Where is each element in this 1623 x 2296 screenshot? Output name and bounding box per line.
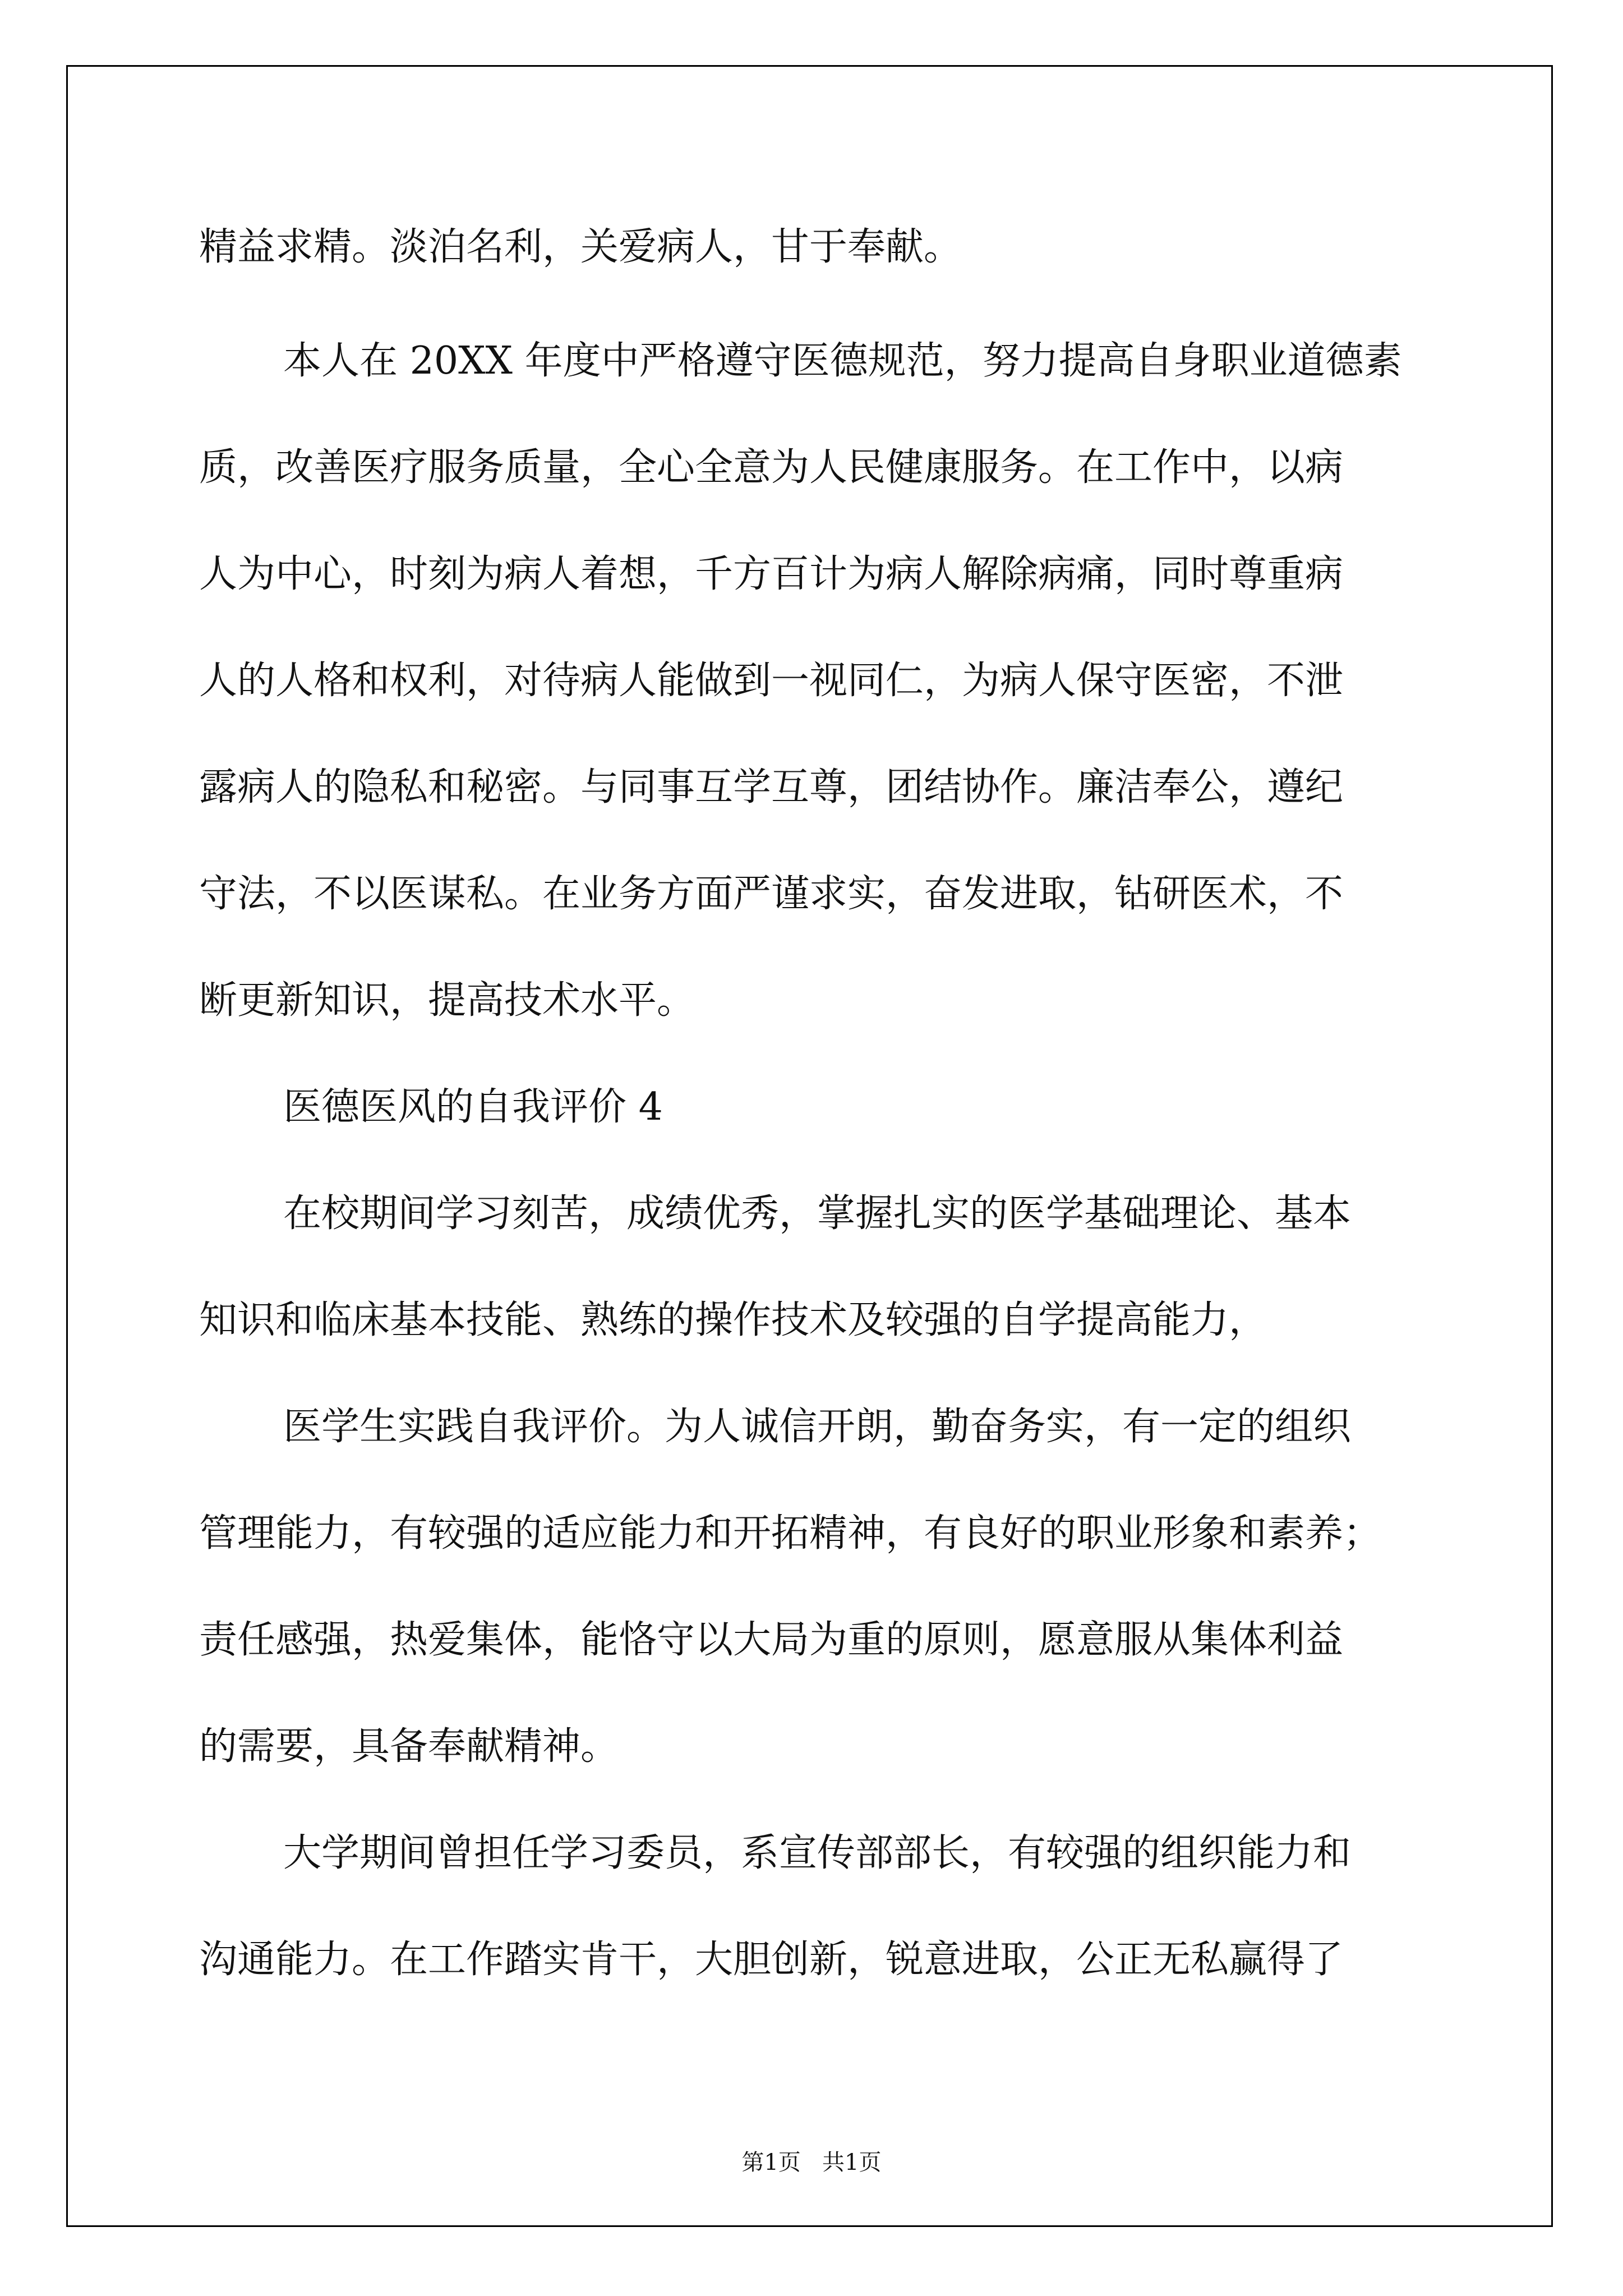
text-line: 精益求精。淡泊名利，关爱病人，甘于奉献。 [199,225,962,269]
text-line: 守法，不以医谋私。在业务方面严谨求实，奋发进取，钻研医术，不 [199,872,1344,916]
text-line: 管理能力，有较强的适应能力和开拓精神，有良好的职业形象和素养； [199,1511,1382,1556]
text-line: 人的人格和权利，对待病人能做到一视同仁，为病人保守医密，不泄 [199,659,1344,703]
text-line: 质，改善医疗服务质量，全心全意为人民健康服务。在工作中，以病 [199,445,1344,490]
text-line: 露病人的隐私和秘密。与同事互学互尊，团结协作。廉洁奉公，遵纪 [199,765,1344,809]
text-line: 的需要，具备奉献精神。 [199,1724,619,1769]
text-line: 责任感强，热爱集体，能恪守以大局为重的原则，愿意服从集体利益 [199,1618,1344,1662]
text-line: 本人在 20XX 年度中严格遵守医德规范，努力提高自身职业道德素 [283,339,1402,383]
text-line: 沟通能力。在工作踏实肯干，大胆创新，锐意进取，公正无私赢得了 [199,1938,1344,1982]
text-line: 知识和临床基本技能、熟练的操作技术及较强的自学提高能力， [199,1298,1267,1342]
text-line: 断更新知识，提高技术水平。 [199,978,695,1023]
page-footer: 第1页 共1页 [741,2150,882,2175]
page-border [66,65,1553,2227]
text-line: 在校期间学习刻苦，成绩优秀，掌握扎实的医学基础理论、基本 [283,1191,1352,1236]
text-line: 大学期间曾担任学习委员，系宣传部部长，有较强的组织能力和 [283,1831,1352,1875]
text-line: 医学生实践自我评价。为人诚信开朗，勤奋务实，有一定的组织 [283,1405,1352,1449]
text-line: 人为中心，时刻为病人着想，千方百计为病人解除病痛，同时尊重病 [199,552,1344,596]
section-heading: 医德医风的自我评价 4 [283,1085,663,1129]
